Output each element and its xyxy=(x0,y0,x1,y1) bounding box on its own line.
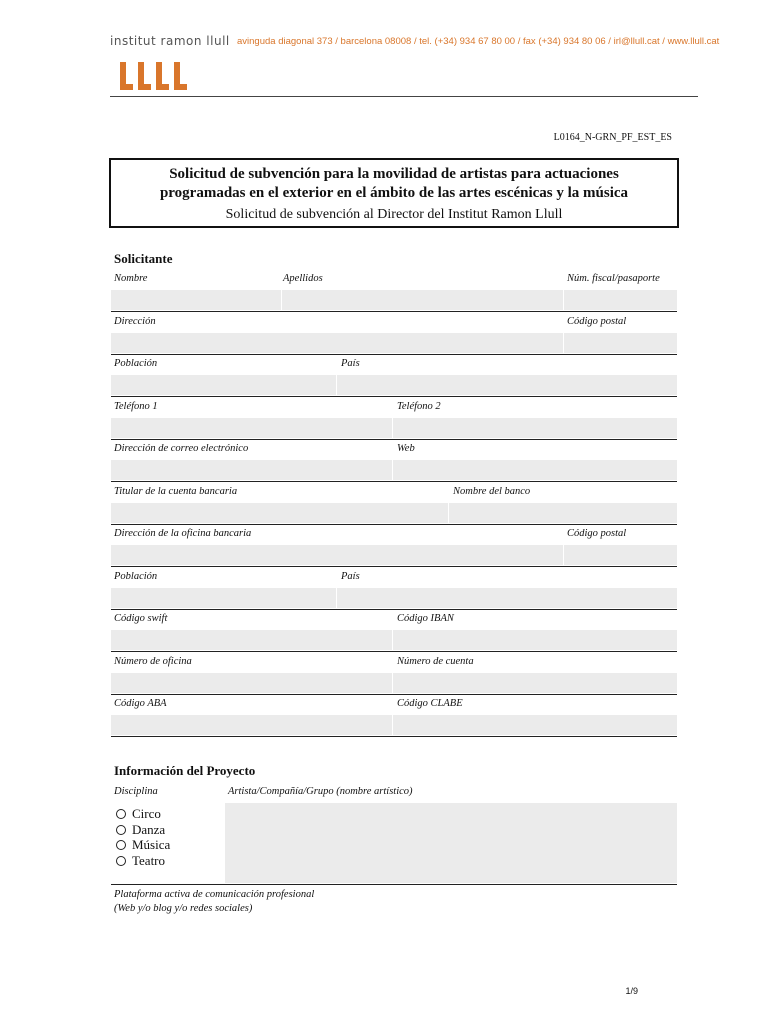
field-telefono-2[interactable] xyxy=(393,418,677,438)
field-aba[interactable] xyxy=(111,715,392,735)
option-teatro[interactable]: Teatro xyxy=(116,853,170,869)
document-code: L0164_N-GRN_PF_EST_ES xyxy=(553,132,672,143)
label-num-cuenta: Número de cuenta xyxy=(397,656,474,667)
row-rule xyxy=(111,311,677,312)
field-titular[interactable] xyxy=(111,503,448,523)
field-direccion[interactable] xyxy=(111,333,563,353)
field-artista[interactable] xyxy=(225,803,677,883)
field-dir-oficina[interactable] xyxy=(111,545,563,565)
field-swift[interactable] xyxy=(111,630,392,650)
label-num-fiscal: Núm. fiscal/pasaporte xyxy=(567,273,660,284)
row-rule xyxy=(111,354,677,355)
disciplina-options xyxy=(116,806,170,868)
org-name: institut ramon llull xyxy=(110,34,230,48)
label-nombre: Nombre xyxy=(114,273,148,284)
radio-circle-icon xyxy=(116,856,126,866)
label-dir-oficina: Dirección de la oficina bancaria xyxy=(114,528,252,539)
field-num-fiscal[interactable] xyxy=(564,290,677,310)
label-pais-2: País xyxy=(341,571,360,582)
field-banco[interactable] xyxy=(449,503,677,523)
label-telefono-2: Teléfono 2 xyxy=(397,401,441,412)
label-plataforma: Plataforma activa de comunicación profesional xyxy=(114,889,315,900)
label-pais: País xyxy=(341,358,360,369)
field-nombre[interactable] xyxy=(111,290,281,310)
field-apellidos[interactable] xyxy=(282,290,563,310)
subtitle: Solicitud de subvención al Director del Institut Ramon Llull xyxy=(225,207,563,222)
option-musica[interactable]: Música xyxy=(116,837,170,853)
label-telefono-1: Teléfono 1 xyxy=(114,401,158,412)
section-solicitante: Solicitante xyxy=(114,251,173,266)
field-codigo-postal[interactable] xyxy=(564,333,677,353)
row-rule xyxy=(111,651,677,652)
label-num-oficina: Número de oficina xyxy=(114,656,192,667)
label-aba: Código ABA xyxy=(114,698,167,709)
field-num-oficina[interactable] xyxy=(111,673,392,693)
radio-circle-icon xyxy=(116,840,126,850)
label-plataforma-note: (Web y/o blog y/o redes sociales) xyxy=(114,903,253,914)
label-direccion: Dirección xyxy=(114,316,156,327)
row-rule xyxy=(111,884,677,885)
label-codigo-postal: Código postal xyxy=(567,316,627,327)
field-poblacion-2[interactable] xyxy=(111,588,336,608)
label-iban: Código IBAN xyxy=(397,613,454,624)
radio-circle-icon xyxy=(116,809,126,819)
row-rule xyxy=(111,481,677,482)
radio-circle-icon xyxy=(116,825,126,835)
row-rule xyxy=(111,609,677,610)
field-poblacion[interactable] xyxy=(111,375,336,395)
llull-logo xyxy=(118,62,192,92)
label-web: Web xyxy=(397,443,415,454)
option-danza[interactable]: Danza xyxy=(116,822,170,838)
label-email: Dirección de correo electrónico xyxy=(114,443,249,454)
org-contact: avinguda diagonal 373 / barcelona 08008 / tel. (+34) 934 67 80 00 / fax (+34) 934 80 06 / irl@llull.cat / www.llull.cat xyxy=(237,36,720,47)
label-banco: Nombre del banco xyxy=(453,486,531,497)
row-rule xyxy=(111,439,677,440)
page-number: 1/9 xyxy=(625,986,638,996)
label-clabe: Código CLABE xyxy=(397,698,463,709)
label-artista: Artista/Compañía/Grupo (nombre artístico) xyxy=(228,786,413,797)
label-swift: Código swift xyxy=(114,613,168,624)
section-proyecto: Información del Proyecto xyxy=(114,763,256,778)
label-poblacion: Población xyxy=(114,358,158,369)
label-titular: Titular de la cuenta bancaria xyxy=(114,486,238,497)
row-rule xyxy=(111,396,677,397)
row-rule xyxy=(111,524,677,525)
option-circo[interactable]: Circo xyxy=(116,806,170,822)
field-web[interactable] xyxy=(393,460,677,480)
field-codigo-postal-2[interactable] xyxy=(564,545,677,565)
field-telefono-1[interactable] xyxy=(111,418,392,438)
row-rule xyxy=(111,566,677,567)
title-box xyxy=(109,158,679,228)
field-pais[interactable] xyxy=(337,375,677,395)
row-rule xyxy=(111,736,677,737)
label-poblacion-2: Población xyxy=(114,571,158,582)
field-num-cuenta[interactable] xyxy=(393,673,677,693)
title-line-1: Solicitud de subvención para la movilidad de artistas para actuaciones xyxy=(169,166,619,182)
label-apellidos: Apellidos xyxy=(283,273,323,284)
header-rule xyxy=(110,96,698,97)
field-clabe[interactable] xyxy=(393,715,677,735)
field-iban[interactable] xyxy=(393,630,677,650)
title-line-2: programadas en el exterior en el ámbito de las artes escénicas y la música xyxy=(159,185,629,201)
field-email[interactable] xyxy=(111,460,392,480)
row-rule xyxy=(111,694,677,695)
label-disciplina: Disciplina xyxy=(114,786,158,797)
label-codigo-postal-2: Código postal xyxy=(567,528,627,539)
field-pais-2[interactable] xyxy=(337,588,677,608)
